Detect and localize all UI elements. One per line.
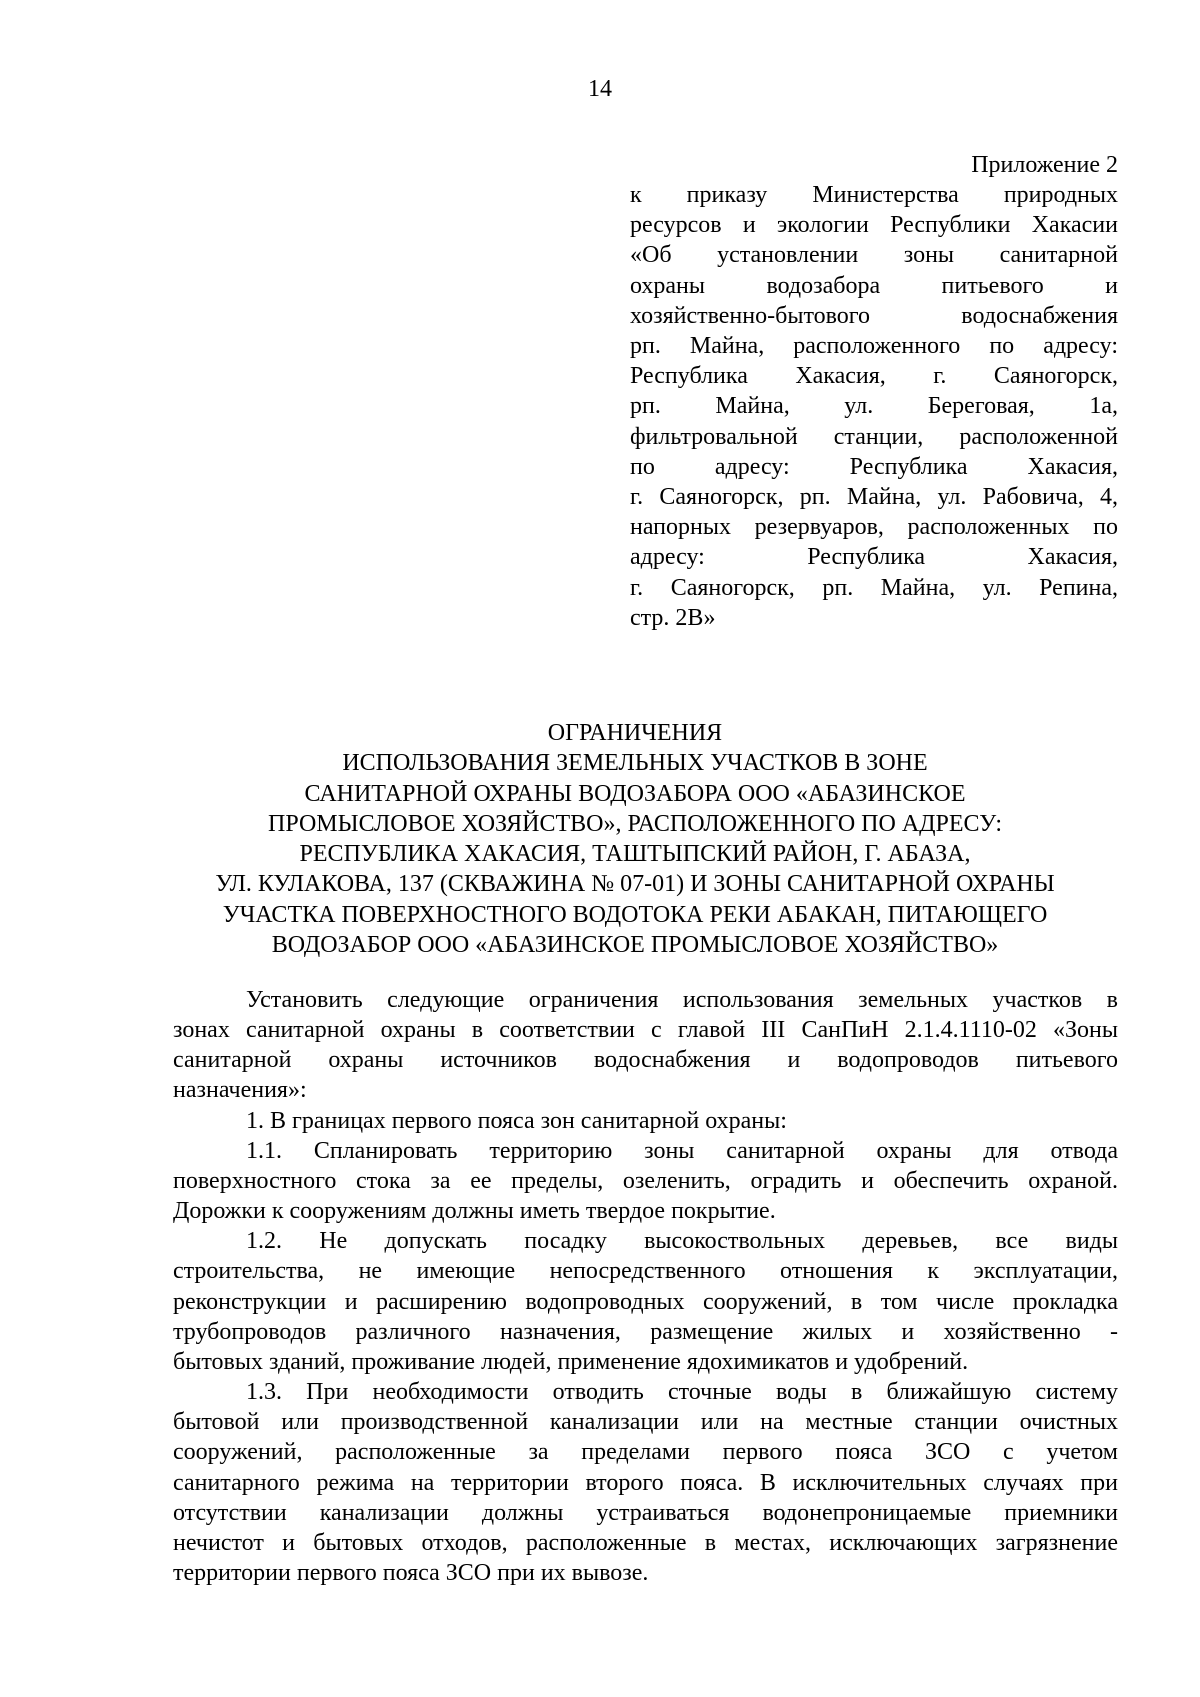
page-number: 14 — [588, 76, 612, 102]
appendix-line: охраны водозабора питьевого и — [630, 272, 1118, 299]
appendix-line: к приказу Министерства природных — [630, 182, 1118, 208]
body-line: бытовой или производственной канализации или на местные станции очистных — [173, 1409, 1118, 1436]
appendix-line: г. Саяногорск, рп. Майна, ул. Рабовича, 4, — [630, 484, 1118, 511]
body-line: трубопроводов различного назначения, размещение жилых и хозяйственно - — [173, 1318, 1118, 1345]
body-line: Дорожки к сооружениям должны иметь твердое покрытие. — [173, 1198, 776, 1225]
appendix-line: рп. Майна, расположенного по адресу: — [630, 333, 1118, 360]
appendix-line: фильтровальной станции, расположенной — [630, 423, 1118, 450]
body-line: строительства, не имеющие непосредственного отношения к эксплуатации, — [173, 1258, 1118, 1285]
body-line: зонах санитарной охраны в соответствии с главой III СанПиН 2.1.4.1110-02 «Зоны — [173, 1017, 1118, 1044]
appendix-line: стр. 2В» — [630, 604, 716, 631]
body-line: территории первого пояса ЗСО при их вывозе. — [173, 1559, 649, 1586]
body-line: Установить следующие ограничения использования земельных участков в — [246, 987, 1118, 1013]
body-line: 1.2. Не допускать посадку высокоствольных деревьев, все виды — [246, 1228, 1118, 1255]
appendix-line: ресурсов и экологии Республики Хакасии — [630, 212, 1118, 239]
appendix-line: рп. Майна, ул. Береговая, 1а, — [630, 393, 1118, 420]
body-line: 1.3. При необходимости отводить сточные воды в ближайшую систему — [246, 1379, 1118, 1406]
appendix-line: «Об установлении зоны санитарной — [630, 242, 1118, 269]
document-heading — [150, 718, 1120, 960]
appendix-line: хозяйственно-бытового водоснабжения — [630, 302, 1118, 329]
appendix-title: Приложение 2 — [971, 152, 1118, 178]
heading-line: РЕСПУБЛИКА ХАКАСИЯ, ТАШТЫПСКИЙ РАЙОН, Г. АБАЗА, — [299, 841, 971, 868]
body-line: санитарного режима на территории второго пояса. В исключительных случаях при — [173, 1469, 1118, 1496]
heading-line: ВОДОЗАБОР ООО «АБАЗИНСКОЕ ПРОМЫСЛОВОЕ ХОЗЯЙСТВО» — [271, 932, 999, 959]
heading-line: УЛ. КУЛАКОВА, 137 (СКВАЖИНА № 07-01) И ЗОНЫ САНИТАРНОЙ ОХРАНЫ — [215, 871, 1055, 898]
body-line: отсутствии канализации должны устраиваться водонепроницаемые приемники — [173, 1499, 1118, 1526]
appendix-line: напорных резервуаров, расположенных по — [630, 514, 1118, 541]
body-line: нечистот и бытовых отходов, расположенные в местах, исключающих загрязнение — [173, 1529, 1118, 1556]
document-body — [173, 985, 1118, 1588]
heading-line: ПРОМЫСЛОВОЕ ХОЗЯЙСТВО», РАСПОЛОЖЕННОГО ПО АДРЕСУ: — [268, 810, 1002, 837]
body-line: реконструкции и расширению водопроводных сооружений, в том числе прокладка — [173, 1288, 1118, 1315]
heading-line: САНИТАРНОЙ ОХРАНЫ ВОДОЗАБОРА ООО «АБАЗИНСКОЕ — [304, 780, 966, 807]
body-line: поверхностного стока за ее пределы, озеленить, оградить и обеспечить охраной. — [173, 1167, 1118, 1194]
heading-line: УЧАСТКА ПОВЕРХНОСТНОГО ВОДОТОКА РЕКИ АБАКАН, ПИТАЮЩЕГО — [222, 901, 1048, 928]
body-line: сооружений, расположенные за пределами первого пояса ЗСО с учетом — [173, 1439, 1118, 1466]
body-line: назначения»: — [173, 1077, 307, 1104]
appendix-line: г. Саяногорск, рп. Майна, ул. Репина, — [630, 574, 1118, 601]
appendix-text — [630, 180, 1118, 633]
heading-line: ОГРАНИЧЕНИЯ — [547, 720, 723, 746]
body-line: санитарной охраны источников водоснабжения и водопроводов питьевого — [173, 1047, 1118, 1074]
heading-line: ИСПОЛЬЗОВАНИЯ ЗЕМЕЛЬНЫХ УЧАСТКОВ В ЗОНЕ — [342, 750, 928, 777]
body-line: бытовых зданий, проживание людей, применение ядохимикатов и удобрений. — [173, 1348, 969, 1375]
appendix-line: адресу: Республика Хакасия, — [630, 544, 1118, 571]
body-line: 1.1. Спланировать территорию зоны санитарной охраны для отвода — [246, 1137, 1118, 1164]
list-item-1: 1. В границах первого пояса зон санитарной охраны: — [246, 1107, 787, 1134]
appendix-line: Республика Хакасия, г. Саяногорск, — [630, 363, 1118, 390]
appendix-line: по адресу: Республика Хакасия, — [630, 453, 1118, 480]
